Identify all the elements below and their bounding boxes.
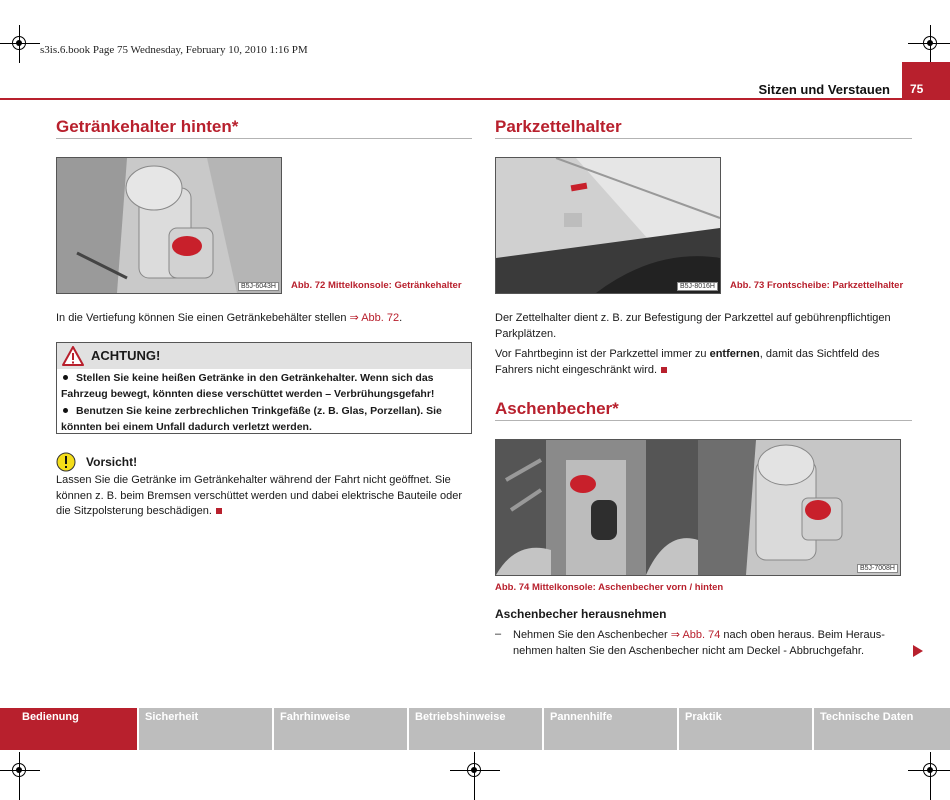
paragraph-ticket-holder: Der Zettelhalter dient z. B. zur Befestigung der Parkzettel auf gebührenpflichtigen Parkplätzen. (495, 312, 891, 340)
tab-pannenhilfe[interactable]: Pannenhilfe (544, 708, 677, 750)
figure-cupholder-image (56, 157, 282, 294)
tab-bedienung[interactable]: Bedienung (0, 708, 137, 750)
heading-rule (56, 138, 472, 139)
warning-item: Benutzen Sie keine zerbrechlichen Trinkgefäße (z. B. Glas, Porzellan). Sie könnten bei einem Unfall dadurch verletzt werden. (61, 405, 442, 433)
figure-id: B5J-6043H (238, 282, 279, 291)
book-info-line: s3is.6.book Page 75 Wednesday, February 10, 2010 1:16 PM (40, 44, 308, 56)
caution-title: Vorsicht! (86, 455, 138, 469)
bullet-icon (63, 408, 68, 413)
figure-id: B5J-8016H (677, 282, 718, 291)
subheading-remove-ashtray: Aschenbecher herausnehmen (495, 607, 667, 621)
figure-caption: Abb. 72 Mittelkonsole: Getränkehalter (291, 280, 462, 291)
windscreen-illustration (496, 158, 720, 293)
step-dash: – (495, 628, 502, 640)
heading-rule (495, 138, 912, 139)
caution-icon (56, 452, 76, 472)
figure-caption: Abb. 74 Mittelkonsole: Aschenbecher vorn / hinten (495, 582, 724, 593)
paragraph-remove-ticket: Vor Fahrtbeginn ist der Parkzettel immer zu entfernen, damit das Sichtfeld des Fahrers nicht eingeschränkt wird. (495, 348, 880, 376)
warning-box (56, 342, 472, 434)
figure-reference-link[interactable]: ⇒ Abb. 74 (670, 629, 721, 641)
caution-text: Lassen Sie die Getränke im Getränkehalter während der Fahrt nicht geöffnet. Sie können z. B. beim Bremsen verschüttet werden und dabei elektrische Bauteile oder die Sitzpolsterung beschädigen. (56, 474, 463, 517)
heading-ashtray: Aschenbecher* (495, 399, 619, 418)
end-marker-icon (216, 508, 222, 514)
step-remove-ashtray: Nehmen Sie den Aschenbecher ⇒ Abb. 74 nach oben heraus. Beim Heraus-nehmen halten Sie den Aschenbecher nicht am Deckel - Abbruchgefahr. (513, 629, 885, 657)
figure-caption: Abb. 73 Frontscheibe: Parkzettelhalter (730, 280, 904, 291)
tab-betriebshinweise[interactable]: Betriebshinweise (409, 708, 542, 750)
tab-sicherheit[interactable]: Sicherheit (139, 708, 272, 750)
figure-id: B5J-7008H (857, 564, 898, 573)
figure-windscreen-image (495, 157, 721, 294)
next-page-arrow-icon[interactable] (913, 645, 923, 657)
tab-fahrhinweise[interactable]: Fahrhinweise (274, 708, 407, 750)
end-marker-icon (661, 367, 667, 373)
bullet-icon (63, 375, 68, 380)
figure-ashtray-image (495, 439, 901, 576)
page-number: 75 (902, 62, 950, 100)
tab-praktik[interactable]: Praktik (679, 708, 812, 750)
warning-triangle-icon (62, 346, 84, 366)
tab-technische-daten[interactable]: Technische Daten (814, 708, 950, 750)
warning-header (57, 343, 471, 369)
ashtray-illustration (496, 440, 900, 575)
running-head: Sitzen und Verstauen (758, 82, 890, 97)
warning-title: ACHTUNG! (91, 348, 161, 363)
figure-reference-link[interactable]: ⇒ Abb. 72 (349, 312, 400, 324)
heading-rear-cupholder: Getränkehalter hinten* (56, 117, 239, 136)
cupholder-illustration (57, 158, 281, 293)
heading-rule (495, 420, 912, 421)
heading-parking-ticket-holder: Parkzettelhalter (495, 117, 622, 136)
intro-paragraph: In die Vertiefung können Sie einen Getränkebehälter stellen ⇒ Abb. 72. (56, 312, 403, 324)
header-rule (0, 98, 950, 100)
warning-item: Stellen Sie keine heißen Getränke in den Getränkehalter. Wenn sich das Fahrzeug bewegt, könnten diese verschüttet werden – Verbrühungsgefahr! (61, 372, 435, 400)
